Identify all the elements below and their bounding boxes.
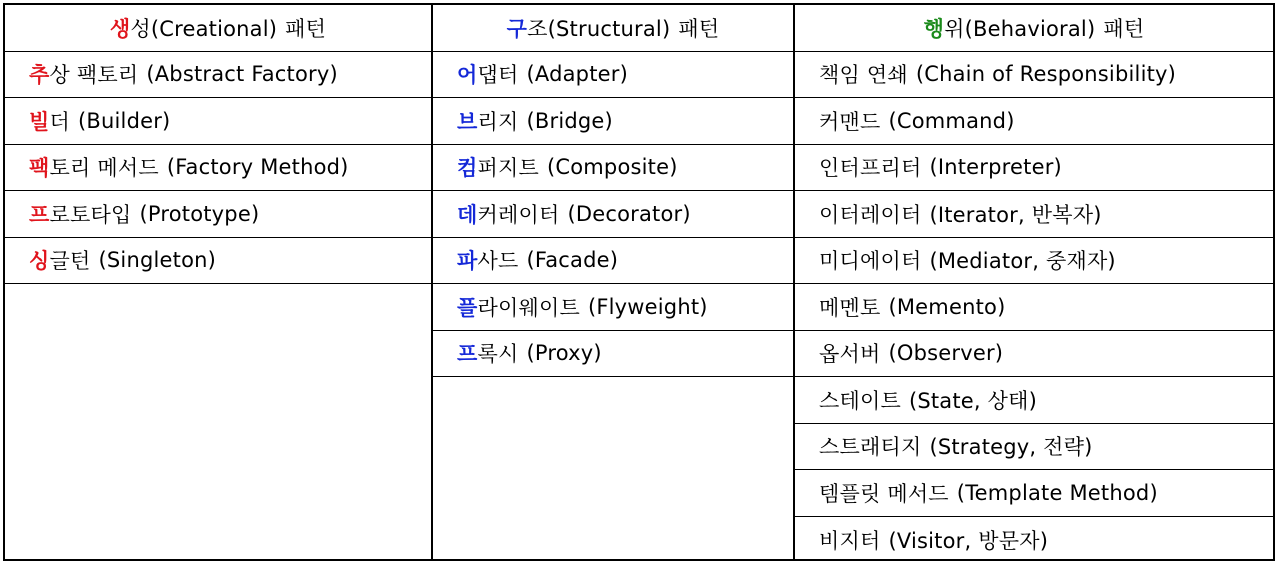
header-highlight: 생 [109,16,131,41]
behavioral-header [795,5,1273,52]
pattern-initial: 데 [457,202,478,227]
structural-header [433,5,793,52]
pattern-cell [5,145,431,192]
pattern-english: (State, 상태) [908,388,1038,413]
pattern-english: (Prototype) [139,201,260,226]
creational-column [5,5,433,561]
pattern-korean: 사드 [477,249,519,274]
behavioral-column [795,5,1275,561]
pattern-english: (Template Method) [956,480,1158,505]
header-highlight: 구 [506,16,528,41]
pattern-english: (Memento) [888,294,1006,319]
pattern-english: (Factory Method) [166,155,349,180]
pattern-korean: 커맨드 [819,109,881,134]
pattern-cell [795,98,1273,145]
pattern-korean: 록시 [477,342,519,367]
creational-header [5,5,431,52]
pattern-cell [795,517,1273,564]
pattern-english: (Composite) [546,155,678,180]
pattern-korean: 스트래티지 [819,435,922,460]
pattern-english: (Observer) [888,341,1004,366]
pattern-english: (Flyweight) [587,294,708,319]
pattern-english: (Facade) [526,248,619,273]
pattern-english: (Builder) [78,108,171,133]
pattern-korean: 미디에이터 [819,249,922,274]
pattern-english: (Abstract Factory) [146,62,338,87]
pattern-korean: 더 [49,109,70,134]
pattern-cell [795,191,1273,238]
pattern-initial: 팩 [29,156,50,181]
pattern-korean: 옵서버 [819,342,881,367]
pattern-korean: 토리 메서드 [49,156,159,181]
header-suffix: 패턴 [1103,16,1145,41]
pattern-initial: 프 [29,202,50,227]
pattern-cell [795,284,1273,331]
pattern-english: (Mediator, 중재자) [929,249,1116,274]
header-suffix: 패턴 [285,16,327,41]
pattern-korean: 로토타입 [49,202,132,227]
pattern-korean: 라이웨이트 [477,295,580,320]
pattern-cell [433,284,793,331]
header-text: 조(Structural) [527,16,671,41]
pattern-korean: 비지터 [819,528,881,553]
pattern-cell [433,98,793,145]
pattern-english: (Iterator, 반복자) [929,202,1102,227]
structural-column [433,5,795,561]
pattern-cell [5,191,431,238]
pattern-cell [433,52,793,99]
pattern-cell [795,238,1273,285]
pattern-initial: 브 [457,109,478,134]
pattern-korean: 상 팩토리 [49,63,139,88]
pattern-korean: 리지 [477,109,519,134]
pattern-initial: 컴 [457,156,478,181]
table-bottom-border [5,559,1275,561]
pattern-english: (Singleton) [98,248,217,273]
pattern-cell [795,470,1273,517]
pattern-cell [795,52,1273,99]
pattern-korean: 댑터 [477,63,519,88]
pattern-cell [795,145,1273,192]
pattern-korean: 인터프리터 [819,156,922,181]
pattern-english: (Proxy) [526,341,602,366]
pattern-initial: 빌 [29,109,50,134]
pattern-korean: 책임 연쇄 [819,63,908,88]
pattern-english: (Chain of Responsibility) [915,62,1177,87]
pattern-korean: 퍼지트 [477,156,539,181]
pattern-initial: 싱 [29,249,50,274]
pattern-cell [795,424,1273,471]
pattern-korean: 템플릿 메서드 [819,481,949,506]
pattern-initial: 플 [457,295,478,320]
pattern-cell [433,238,793,285]
pattern-cell [433,145,793,192]
pattern-korean: 커레이터 [477,202,560,227]
pattern-initial: 어 [457,63,478,88]
pattern-cell [5,238,431,285]
pattern-korean: 이터레이터 [819,202,922,227]
header-text: 성(Creational) [130,16,278,41]
pattern-english: (Adapter) [526,62,628,87]
pattern-initial: 파 [457,249,478,274]
pattern-english: (Decorator) [567,201,691,226]
pattern-english: (Strategy, 전략) [929,435,1093,460]
pattern-cell [5,98,431,145]
pattern-english: (Bridge) [526,108,613,133]
header-suffix: 패턴 [678,16,720,41]
pattern-cell [5,52,431,99]
header-text: 위(Behavioral) [944,16,1096,41]
pattern-cell [433,331,793,378]
pattern-korean: 메멘토 [819,295,881,320]
pattern-korean: 글턴 [49,249,91,274]
pattern-initial: 추 [29,63,50,88]
design-patterns-table [3,3,1275,561]
pattern-cell [795,331,1273,378]
pattern-english: (Command) [888,108,1015,133]
header-highlight: 행 [923,16,945,41]
pattern-cell [433,191,793,238]
pattern-initial: 프 [457,342,478,367]
pattern-english: (Interpreter) [929,155,1062,180]
pattern-korean: 스테이트 [819,388,901,413]
pattern-cell [795,377,1273,424]
pattern-english: (Visitor, 방문자) [888,528,1049,553]
